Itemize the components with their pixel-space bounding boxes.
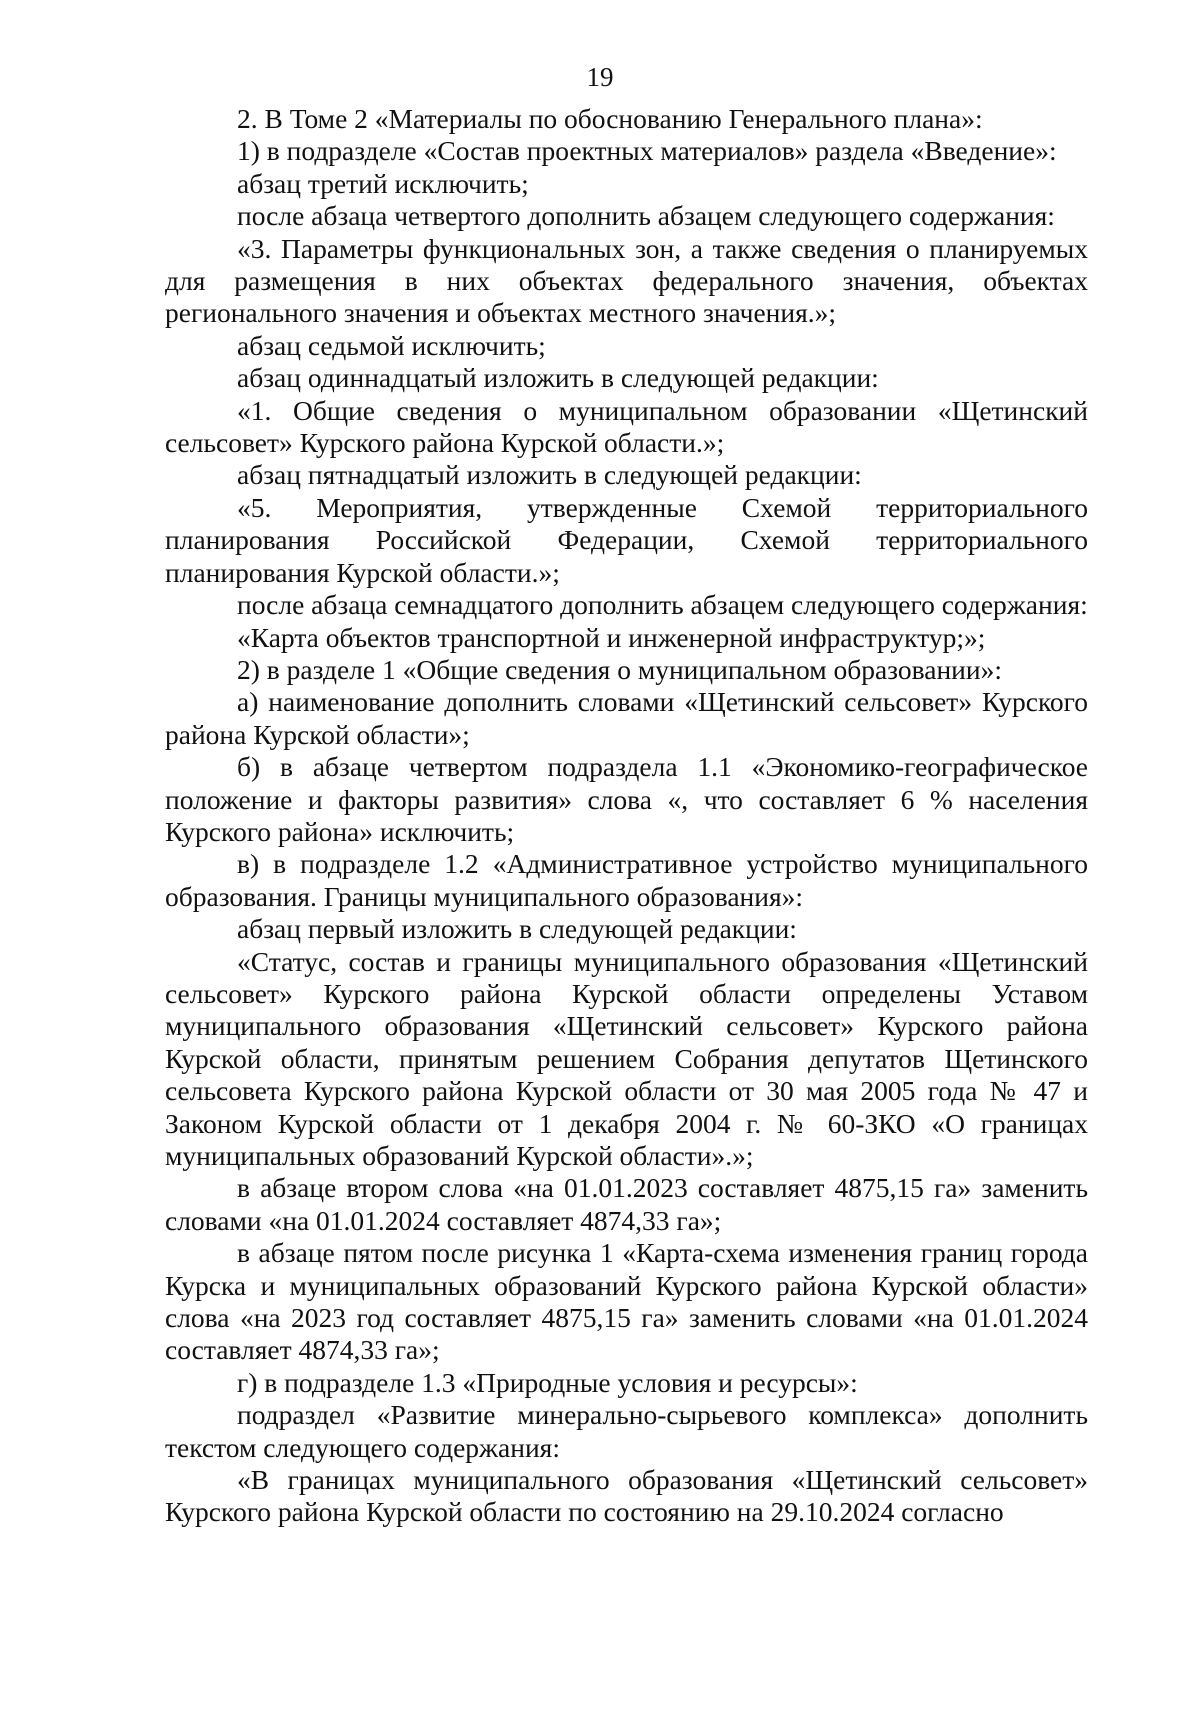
page-number: 19: [586, 62, 614, 92]
paragraph-item-g: г) в подразделе 1.3 «Природные условия и ресурсы»:: [237, 1366, 858, 1398]
paragraph-abzac-7: абзац седьмой исключить;: [237, 329, 546, 361]
document-body: [165, 103, 1088, 1529]
paragraph-item-v: в) в подразделе 1.2 «Административное устройство муниципального образования. Границы муниципального образования»:: [165, 848, 1088, 912]
paragraph-abzac-3: абзац третий исключить;: [237, 167, 529, 199]
paragraph-abzac-17: после абзаца семнадцатого дополнить абзацем следующего содержания:: [237, 589, 1088, 621]
paragraph-quote-1: «1. Общие сведения о муниципальном образовании «Щетинский сельсовет» Курского района Курской области.»;: [165, 394, 1088, 459]
paragraph-quote-5: «5. Мероприятия, утвержденные Схемой территориального планирования Российской Федерации, Схемой территориального планирования Курской области.»;: [165, 491, 1088, 588]
paragraph-abzac-15: абзац пятнадцатый изложить в следующей редакции:: [237, 459, 862, 491]
paragraph-abzac-1: абзац первый изложить в следующей редакции:: [237, 913, 797, 945]
paragraph-abzac-5: в абзаце пятом после рисунка 1 «Карта-схема изменения границ города Курска и муниципальных образований Курского района Курской области» слова «на 2023 год составляет 4875,15 га» заменить словами «на 01.01.2024 составляет 4874,33 га»;: [165, 1237, 1088, 1366]
paragraph-quote-3: «3. Параметры функциональных зон, а также сведения о планируемых для размещения в них объектах федерального значения, объектах регионального значения и объектах местного значения.»;: [165, 232, 1088, 329]
paragraph-razdel-1: 2) в разделе 1 «Общие сведения о муниципальном образовании»:: [237, 653, 1003, 685]
paragraph-item-a: а) наименование дополнить словами «Щетинский сельсовет» Курского района Курской области»;: [165, 686, 1088, 750]
paragraph-tom-2-heading: 2. В Томе 2 «Материалы по обоснованию Генерального плана»:: [237, 103, 983, 134]
paragraph-quote-status: «Статус, состав и границы муниципального образования «Щетинский сельсовет» Курского района Курской области определены Уставом муниципального образования «Щетинский сельсовет» Курского района Курской области, принятым решением Собрания депутатов Щетинского сельсовета Курского района Курской области от 30 мая 2005 года № 47 и Законом Курской области от 1 декабря 2004 г. № 60-ЗКО «О границах муниципальных образований Курской области».»;: [165, 945, 1088, 1171]
paragraph-quote-granicy: «В границах муниципального образования «Щетинский сельсовет» Курского района Курской области по состоянию на 29.10.2024 согласно: [165, 1464, 1088, 1528]
paragraph-item-b: б) в абзаце четвертом подраздела 1.1 «Экономико-географическое положение и факторы развития» слова «, что составляет 6 % населения Курского района» исключить;: [165, 751, 1088, 847]
paragraph-quote-karta: «Карта объектов транспортной и инженерной инфраструктур;»;: [237, 621, 986, 653]
paragraph-abzac-11: абзац одиннадцатый изложить в следующей редакции:: [237, 362, 879, 394]
paragraph-mineral: подраздел «Развитие минерально-сырьевого комплекса» дополнить текстом следующего содержания:: [165, 1399, 1088, 1463]
paragraph-abzac-2: в абзаце втором слова «на 01.01.2023 составляет 4875,15 га» заменить словами «на 01.01.2024 составляет 4874,33 га»;: [165, 1172, 1088, 1236]
paragraph-abzac-4: после абзаца четвертого дополнить абзацем следующего содержания:: [237, 200, 1055, 232]
paragraph-subsection-sostav: 1) в подразделе «Состав проектных материалов» раздела «Введение»:: [237, 135, 1057, 167]
